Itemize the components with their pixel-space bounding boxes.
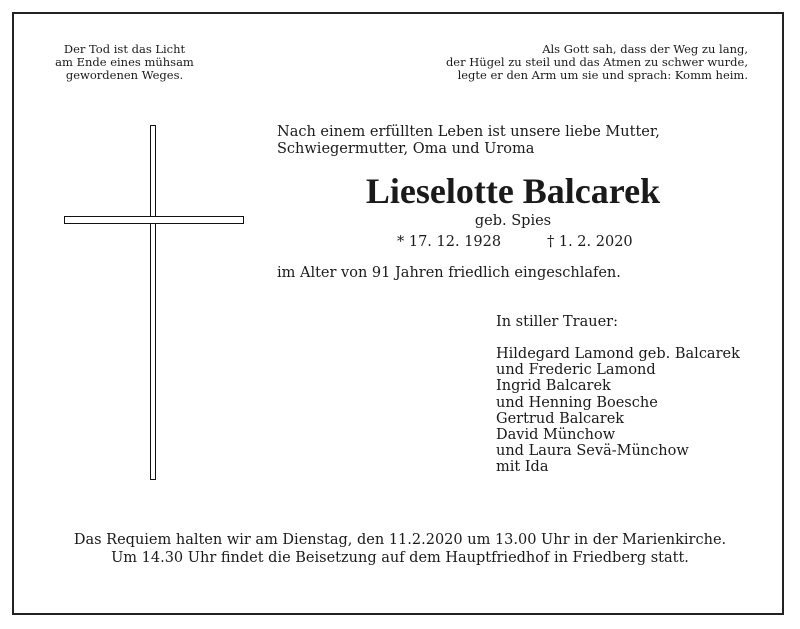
mourner-name: Hildegard Lamond geb. Balcarek [496,346,740,362]
mourner-name: mit Ida [496,459,549,476]
cross-vertical-beam [150,125,156,480]
mourners-list [496,346,740,476]
quote-left: Der Tod ist das Licht am Ende eines mühsam gewordenen Weges. [55,42,194,82]
mourner-name: und Laura Sevä-Münchow [496,443,689,460]
mourner-name: Ingrid Balcarek [496,378,611,395]
maiden-name: geb. Spies [474,213,552,229]
notice-border [12,12,784,615]
service-info: Das Requiem halten wir am Dienstag, den 11.2.2020 um 13.00 Uhr in der Marienkirche. Um 14.30 Uhr findet die Beisetzung auf dem Hauptfriedhof in Friedberg statt. [73,532,727,566]
birth-date: * 17. 12. 1928 [397,234,502,250]
deceased-name: Lieselotte Balcarek [365,171,661,211]
death-date: † 1. 2. 2020 [547,234,633,250]
mourning-title: In stiller Trauer: [496,314,618,330]
mourner-name: und Henning Boesche [496,394,658,411]
intro-text: Nach einem erfüllten Leben ist unsere liebe Mutter, Schwiegermutter, Oma und Uroma [277,124,660,157]
mourner-name: Gertrud Balcarek [496,410,625,427]
cross-joint [152,218,155,223]
mourner-name: und Frederic Lamond [496,362,656,379]
mourner-name: David Münchow [496,427,616,444]
age-line: im Alter von 91 Jahren friedlich eingeschlafen. [277,265,621,281]
quote-right: Als Gott sah, dass der Weg zu lang, der Hügel zu steil und das Atmen zu schwer wurde, legte er den Arm um sie und sprach: Komm heim. [445,42,748,82]
